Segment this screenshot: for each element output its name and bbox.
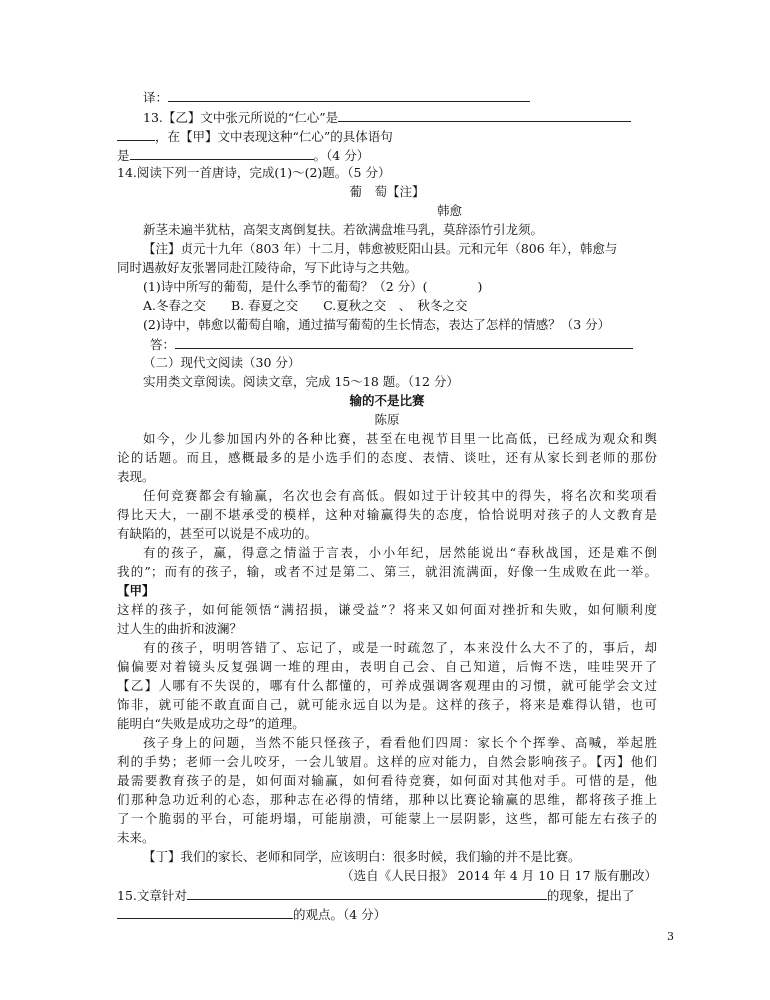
q13-line2 xyxy=(117,127,657,145)
paragraph-line: 有的孩子，赢，得意之情溢于言表，小小年纪，居然能说出“春秋战国，还是难不倒 xyxy=(143,545,657,560)
paragraph-line: 孩子身上的问题，当然不能只怪孩子，看看他们四周：家长个个挥拳、高喊，举起胜 xyxy=(143,735,657,750)
paragraph-line: 我的”；而有的孩子，输，或者不过是第二、第三，就泪流满面，好像一生成败在此一举。 xyxy=(117,564,657,579)
answer-blank[interactable] xyxy=(338,108,631,122)
q13-line1 xyxy=(143,108,683,126)
paragraph-line: 们那种急功近利的心态，那种志在必得的情绪，那种以比赛论输赢的思维，都将孩子推上 xyxy=(117,792,657,807)
paragraph-line: 【丁】我们的家长、老师和同学，应该明白：很多时候，我们输的并不是比赛。 xyxy=(143,849,581,864)
q14-sub1: (1)诗中所写的葡萄，是什么季节的葡萄？（2 分）( ) xyxy=(143,279,483,294)
q15-text: 的观点。（4 分） xyxy=(293,907,387,922)
paragraph-line: 能明白“失败是成功之母”的道理。 xyxy=(117,716,305,731)
poem-text: 新茎未遍半犹枯，高架支离倒复扶。若欲满盘堆马乳，莫辞添竹引龙须。 xyxy=(143,222,544,237)
q14-intro: 14.阅读下列一首唐诗，完成(1)～(2)题。（5 分） xyxy=(117,165,391,180)
paragraph-line: 偏偏要对着镜头反复强调一堆的理由，表明自己会、自己知道，后悔不迭，哇哇哭开了 xyxy=(117,659,657,674)
answer-label: 答： xyxy=(150,337,176,352)
answer-blank[interactable] xyxy=(130,146,314,160)
q15-line2 xyxy=(117,905,657,923)
paragraph-line: 有的孩子，明明答错了、忘记了，或是一时疏忽了，本来没什么大不了的，事后，却 xyxy=(143,640,657,655)
poem-note-line: 【注】贞元十九年（803 年）十二月，韩愈被贬阳山县。元和元年（806 年），韩愈与 xyxy=(143,241,618,256)
q14-answer-line xyxy=(150,335,690,353)
section-heading: （二）现代文阅读（30 分） xyxy=(143,355,301,370)
q12-translate-line xyxy=(143,88,683,106)
paragraph-line: 任何竞赛都会有输赢，名次也会有高低。假如过于计较其中的得失，将名次和奖项看 xyxy=(143,488,657,503)
page-number: 3 xyxy=(667,930,674,943)
paragraph-line: 如今，少儿参加国内外的各种比赛，甚至在电视节目里一比高低，已经成为观众和舆 xyxy=(143,431,657,446)
paragraph-line: 最需要教育孩子的是，如何面对输赢，如何看待竞赛，如何面对其他对手。可惜的是，他 xyxy=(117,773,657,788)
q15-text: 的现象，提出了 xyxy=(546,888,635,903)
q13-text: 是 xyxy=(117,148,130,163)
paragraph-line: 表现。 xyxy=(117,469,155,484)
marker-jia: 【甲】 xyxy=(117,583,155,598)
answer-blank[interactable] xyxy=(187,886,547,900)
poem-author: 韩愈 xyxy=(437,203,463,218)
q14-sub2: (2)诗中，韩愈以葡萄自喻，通过描写葡萄的生长情态，表达了怎样的情感？（3 分） xyxy=(143,317,611,332)
poem-title: 葡 萄【注】 xyxy=(349,184,425,199)
answer-blank[interactable] xyxy=(175,335,633,349)
article-title: 输的不是比赛 xyxy=(349,393,425,408)
translate-label: 译： xyxy=(143,90,169,105)
q15-line1 xyxy=(117,886,657,904)
paragraph-line: 论的话题。而且，感概最多的是小选手们的态度、表情、谈吐，还有从家长到老师的那份 xyxy=(117,450,657,465)
q13-text: 13.【乙】文中张元所说的“仁心”是 xyxy=(143,110,339,125)
q13-text: ，在【甲】文中表现这种“仁心”的具体语句 xyxy=(155,129,393,144)
section-instruction: 实用类文章阅读。阅读文章，完成 15～18 题。（12 分） xyxy=(143,374,459,389)
poem-note-line: 同时遇赦好友张署同赴江陵待命，写下此诗与之共勉。 xyxy=(117,260,418,275)
answer-blank[interactable] xyxy=(168,88,530,102)
paragraph-line: 利的手势；老师一会儿咬牙，一会儿皱眉。这样的应对能力，自然会影响孩子。【丙】他们 xyxy=(117,754,657,769)
paragraph-line: 得比天大，一副不堪承受的模样，这种对输赢得失的态度，恰恰说明对孩子的人文教育是 xyxy=(117,507,657,522)
paragraph-line: 饰非，就可能不敢直面自己，就可能永远自以为是。这样的孩子，将来是难得认错，也可 xyxy=(117,697,657,712)
q14-options: A.冬春之交 B. 春夏之交 C.夏秋之交 、 秋冬之交 xyxy=(143,298,468,313)
answer-blank[interactable] xyxy=(117,905,293,919)
paragraph-line: 了一个脆弱的平台，可能坍塌，可能崩溃，可能蒙上一层阴影，这些，都可能左右孩子的 xyxy=(117,811,657,826)
answer-blank[interactable] xyxy=(117,127,155,141)
paragraph-line: 【乙】人哪有不失误的，哪有什么都懂的，可养成强调客观理由的习惯，就可能学会文过 xyxy=(117,678,657,693)
article-source: （选自《人民日报》 2014 年 4 月 10 日 17 版有删改） xyxy=(341,868,657,883)
paragraph-line: 这样的孩子，如何能领悟“满招损，谦受益”？将来又如何面对挫折和失败，如何顺利度 xyxy=(117,602,657,617)
q13-line3 xyxy=(117,146,657,164)
q13-text: 。（4 分） xyxy=(313,148,370,163)
paragraph-line: 过人生的曲折和波澜？ xyxy=(117,621,243,636)
paragraph-line: 未来。 xyxy=(117,830,155,845)
article-author: 陈原 xyxy=(374,412,400,427)
paragraph-line: 有缺陷的，甚至可以说是不成功的。 xyxy=(117,526,318,541)
q15-text: 15.文章针对 xyxy=(117,888,187,903)
